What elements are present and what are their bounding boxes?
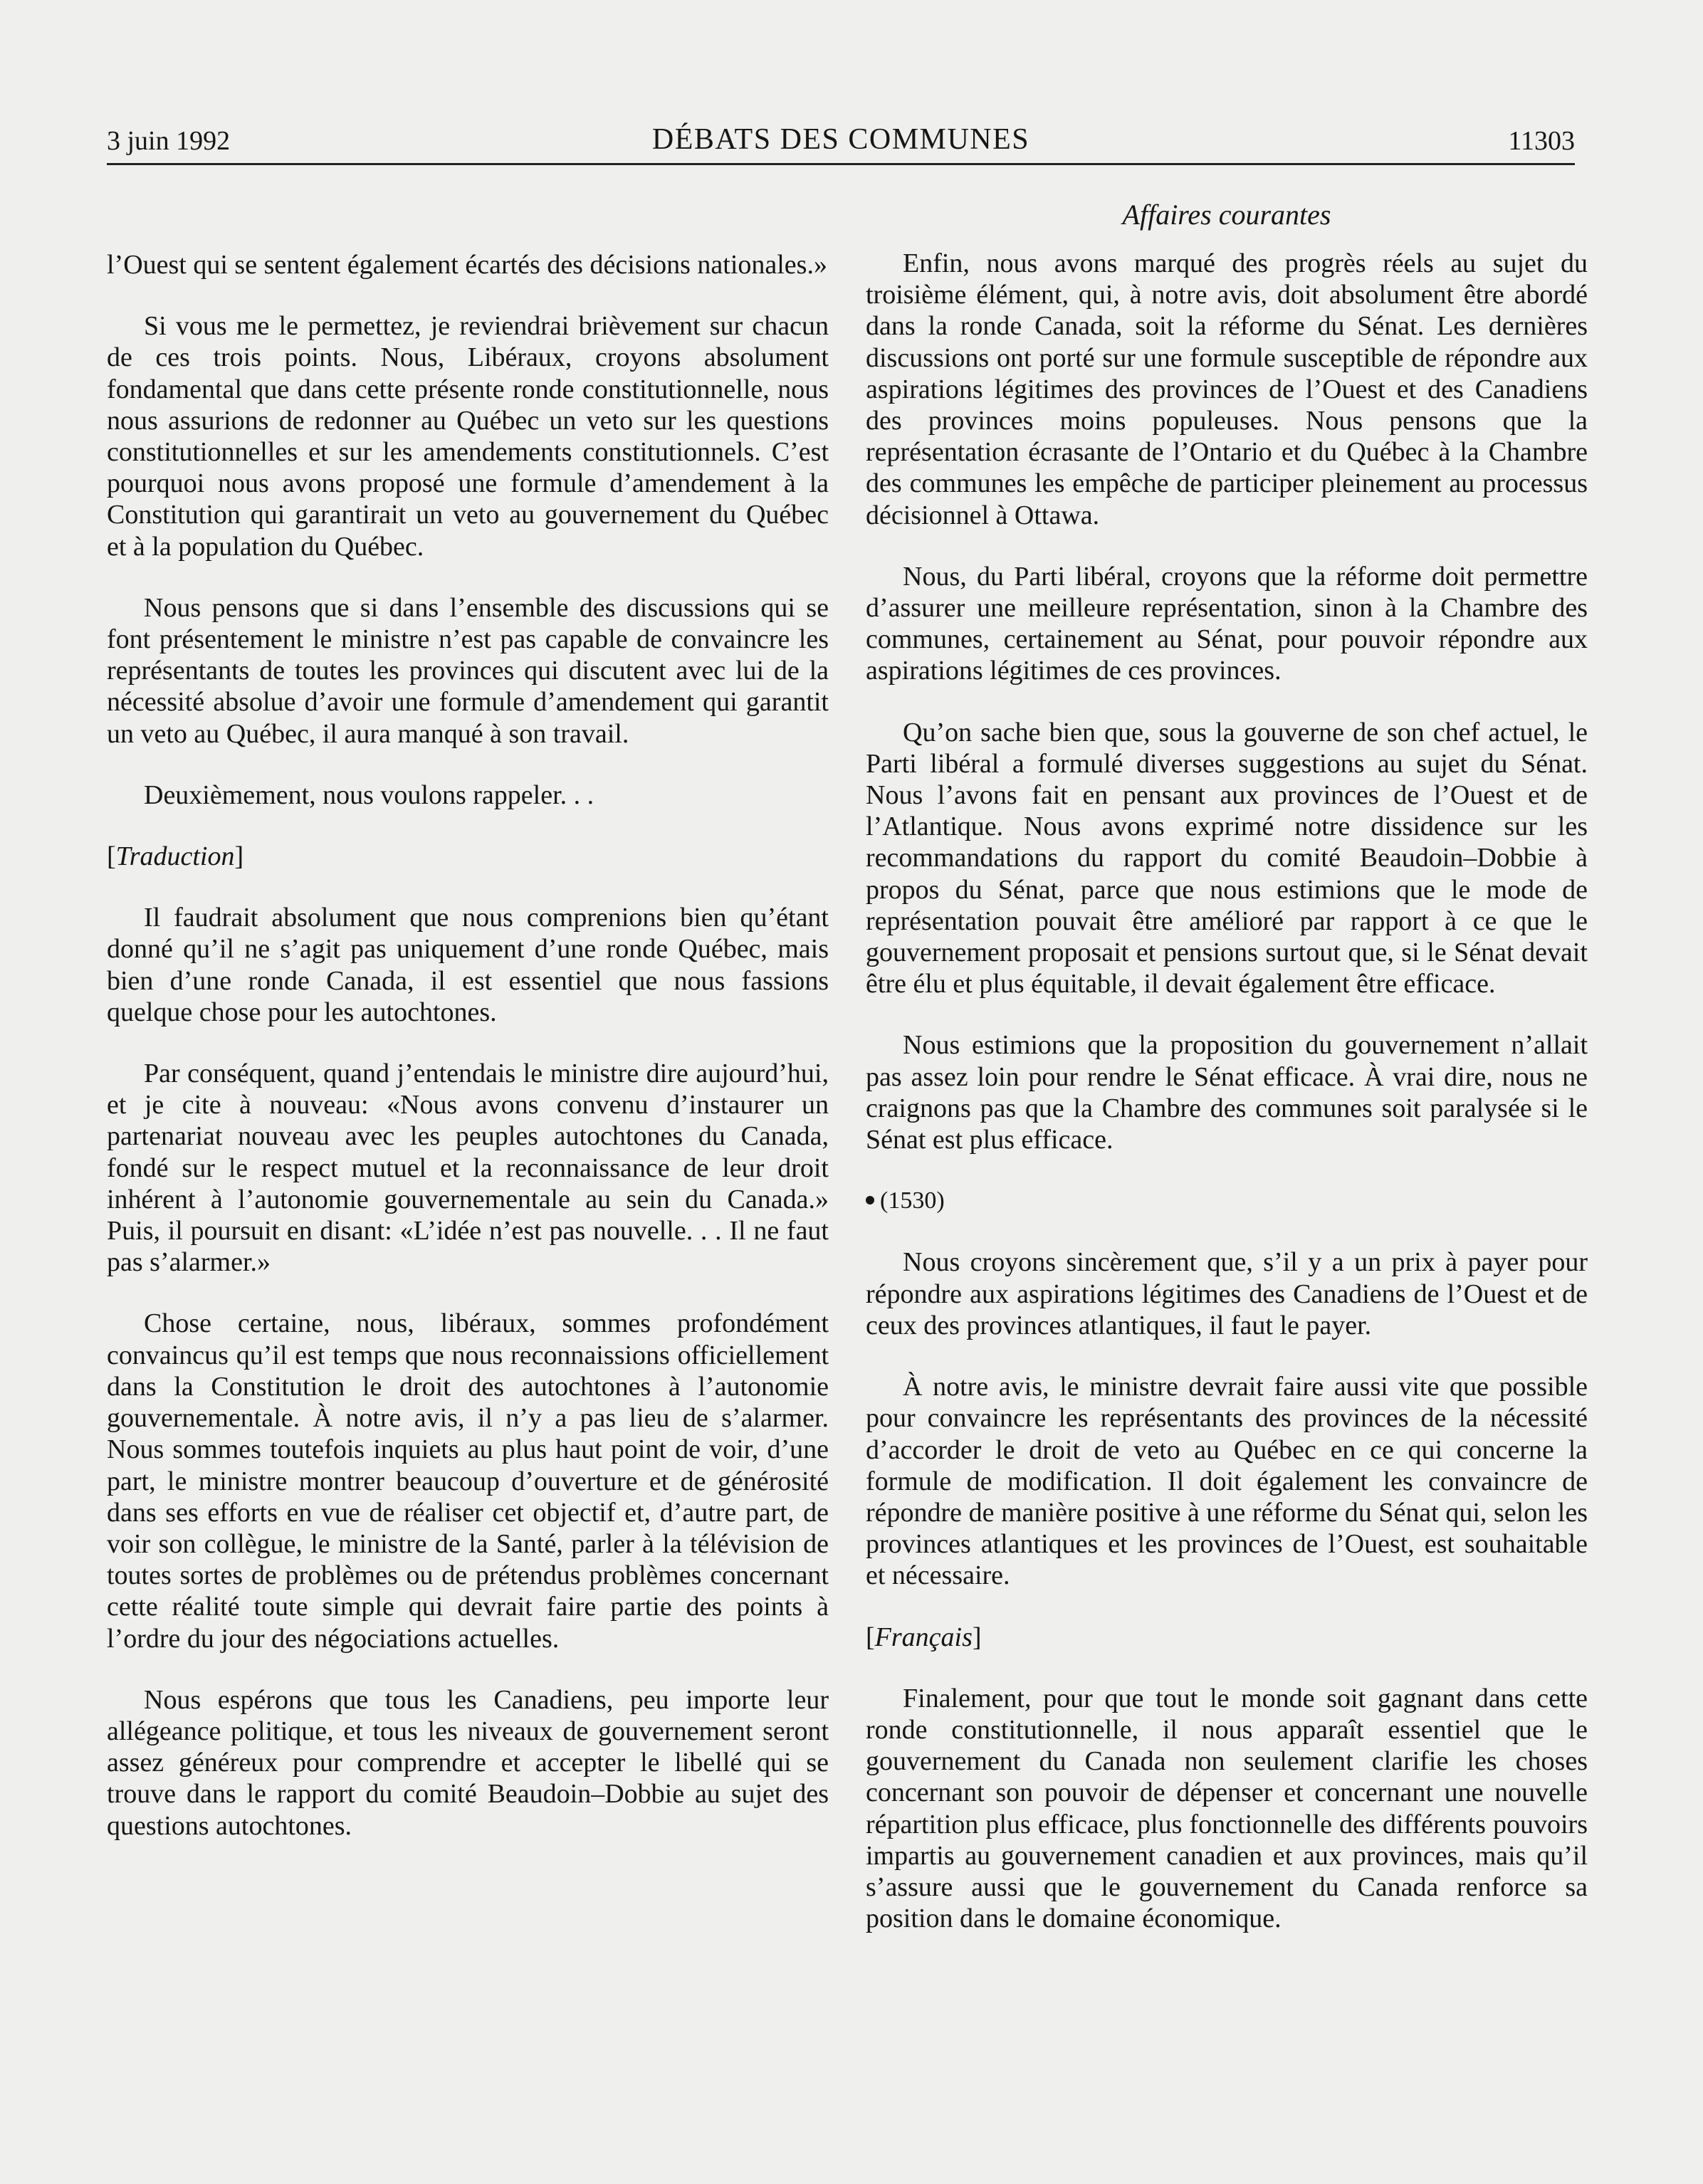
header-date: 3 juin 1992: [107, 126, 231, 156]
header-title: DÉBATS DES COMMUNES: [651, 123, 1030, 156]
page-number: 11303: [1508, 126, 1575, 156]
paragraph: Si vous me le permettez, je reviendrai brièvement sur chacun de ces trois points. Nous, Libéraux, croyons absolument fondamental que dans cette présente ronde constitutionnelle, nous nous assurions de redonner au Québec un veto sur les questions constitutionnelles et sur les amendements constitutionnels. C’est pourquoi nous avons proposé une formule d’amendement à la Constitution qui garantirait un veto au gouvernement du Québec et à la population du Québec.: [107, 311, 829, 562]
paragraph: Nous croyons sincèrement que, s’il y a un prix à payer pour répondre aux aspirations légitimes des Canadiens de l’Ouest et de ceux des provinces atlantiques, il faut le payer.: [866, 1247, 1588, 1340]
page-header: [107, 122, 1575, 165]
left-column: [107, 249, 829, 1871]
paragraph: Enfin, nous avons marqué des progrès réels au sujet du troisième élément, qui, à notre avis, doit absolument être abordé dans la ronde Canada, soit la réforme du Sénat. Les dernières discussions ont porté sur une formule susceptible de répondre aux aspirations légitimes des provinces de l’Ouest et des Canadiens des provinces moins populeuses. Nous pensons que la représentation écrasante de l’Ontario et du Québec à la Chambre des communes les empêche de participer pleinement au processus décisionnel à Ottawa.: [866, 248, 1588, 530]
paragraph: l’Ouest qui se sentent également écartés des décisions nationales.»: [107, 250, 827, 280]
timestamp: (1530): [866, 1185, 1588, 1217]
paragraph: Nous, du Parti libéral, croyons que la réforme doit permettre d’assurer une meilleure représentation, sinon à la Chambre des communes, certainement au Sénat, pour pouvoir répondre aux aspirations légitimes de ces provinces.: [866, 561, 1588, 686]
paragraph: Nous estimions que la proposition du gouvernement n’allait pas assez loin pour rendre le Sénat efficace. À vrai dire, nous ne craignons pas que la Chambre des communes soit paralysée si le Sénat est plus efficace.: [866, 1030, 1588, 1155]
paragraph: Qu’on sache bien que, sous la gouverne de son chef actuel, le Parti libéral a formulé diverses suggestions au sujet du Sénat. Nous l’avons fait en pensant aux provinces de l’Ouest et de l’Atlantique. Nous avons exprimé notre dissidence sur les recommandations du rapport du comité Beaudoin–Dobbie à propos du Sénat, parce que nous estimions que le mode de représentation pouvait être amélioré par rapport à ce que le gouvernement proposait et pensions surtout que, si le Sénat devait être élu et plus équitable, il devait également être efficace.: [866, 717, 1588, 999]
paragraph: Finalement, pour que tout le monde soit gagnant dans cette ronde constitutionnelle, il nous apparaît essentiel que le gouvernement du Canada non seulement clarifie les choses concernant son pouvoir de dépenser et concernant une nouvelle répartition plus efficace, plus fonctionnelle des différents pouvoirs impartis au gouvernement canadien et aux provinces, mais qu’il s’assure aussi que le gouvernement du Canada renforce sa position dans le domaine économique.: [866, 1683, 1588, 1934]
paragraph: Chose certaine, nous, libéraux, sommes profondément convaincus qu’il est temps que nous reconnaissions officiellement dans la Constitution le droit des autochtones à l’autonomie gouvernementale. À notre avis, il n’y a pas lieu de s’alarmer. Nous sommes toutefois inquiets au plus haut point de voir, d’une part, le ministre montrer beaucoup d’ouverture et de générosité dans ses efforts en vue de réaliser cet objectif et, d’autre part, de voir son collègue, le ministre de la Santé, parler à la télévision de toutes sortes de problèmes ou de prétendus problèmes concernant cette réalité toute simple qui devrait faire partie des points à l’ordre du jour des négociations actuelles.: [107, 1308, 829, 1654]
paragraph: Nous espérons que tous les Canadiens, peu importe leur allégeance politique, et tous les niveaux de gouvernement seront assez généreux pour comprendre et accepter le libellé qui se trouve dans le rapport du comité Beaudoin–Dobbie au sujet des questions autochtones.: [107, 1684, 829, 1841]
paragraph: Par conséquent, quand j’entendais le ministre dire aujourd’hui, et je cite à nouveau: «Nous avons convenu d’instaurer un partenariat nouveau avec les peuples autochtones du Canada, fondé sur le respect mutuel et la reconnaissance de leur droit inhérent à l’autonomie gouvernementale au sein du Canada.» Puis, il poursuit en disant: «L’idée n’est pas nouvelle. . . Il ne faut pas s’alarmer.»: [107, 1059, 829, 1278]
paragraph: À notre avis, le ministre devrait faire aussi vite que possible pour convaincre les représentants des provinces de la nécessité d’accorder le droit de veto au Québec en ce qui concerne la formule de modification. Il doit également les convaincre de répondre de manière positive à une réforme du Sénat qui, selon les provinces atlantiques et les provinces de l’Ouest, est souhaitable et nécessaire.: [866, 1372, 1588, 1591]
bullet-icon: [866, 1196, 874, 1204]
header-rule: [107, 163, 1575, 165]
paragraph: Il faudrait absolument que nous comprenions bien qu’étant donné qu’il ne s’agit pas uniquement d’une ronde Québec, mais bien d’une ronde Canada, il est essentiel que nous fassions quelque chose pour les autochtones.: [107, 903, 829, 1027]
paragraph: Nous pensons que si dans l’ensemble des discussions qui se font présentement le ministre n’est pas capable de convaincre les représentants de toutes les provinces qui discutent avec lui de la nécessité absolue d’avoir une formule d’amendement qui garantit un veto au Québec, il aura manqué à son travail.: [107, 592, 829, 749]
section-heading: Affaires courantes: [1122, 199, 1331, 231]
language-tag: [Français]: [866, 1622, 982, 1652]
right-column: [866, 248, 1588, 1964]
paragraph: Deuxièmement, nous voulons rappeler. . .: [144, 779, 594, 810]
language-tag: [Traduction]: [107, 841, 244, 872]
